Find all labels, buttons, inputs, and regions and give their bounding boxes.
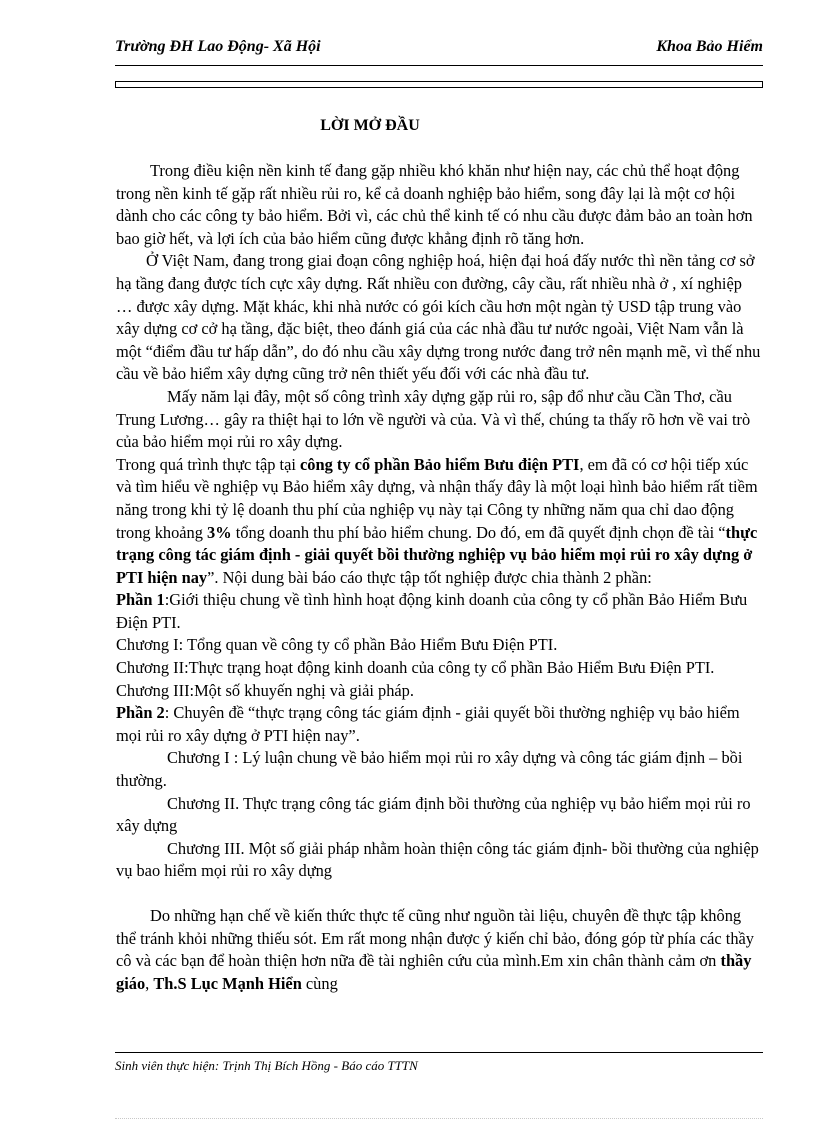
p4-text-3: tổng doanh thu phí bảo hiểm chung. Do đó, em đã quyết định chọn đề tài “ xyxy=(231,522,726,542)
p4-text-2: , em đã có cơ hội tiếp xúc và tìm hiểu về nghiệp vụ Bảo hiểm xây dựng, và nhận thấy đây là một loại hình bảo hiểm rất tiềm năng trong khi tỷ lệ doanh thu phí của nghiệp vụ này tại Công ty những năm qua chỉ dao động trong khoảng xyxy=(116,454,758,542)
part-1-label: Phần 1 xyxy=(116,590,165,610)
paragraph-1: Trong điều kiện nền kinh tế đang gặp nhiều khó khăn như hiện nay, các chủ thể hoạt động trong nền kinh tế gặp rất nhiều rủi ro, kể cả doanh nghiệp bảo hiểm, song đây lại là một cơ hội dành cho các công ty bảo hiểm. Bởi vì, các chủ thể kinh tế có nhu cầu được đảm bảo an toàn hơn bao giờ hết, và lợi ích của bảo hiểm cũng được khẳng định rõ tăng hơn. xyxy=(116,161,753,248)
part-2 xyxy=(116,702,762,747)
footer-rule xyxy=(115,1052,763,1053)
p5-text-3: cùng xyxy=(301,973,338,993)
part-1 xyxy=(116,589,762,634)
part-2-chapter-3: Chương III. Một số giải pháp nhằm hoàn thiện công tác giám định- bồi thường của nghiệp vụ bao hiểm mọi rủi ro xây dựng xyxy=(116,838,759,881)
p5-text-1: Do những hạn chế về kiến thức thực tế cũng như nguồn tài liệu, chuyên đề thực tập không thể tránh khỏi những thiếu sót. Em rất mong nhận được ý kiến chỉ bảo, đóng góp từ phía các thầy cô và các bạn để hoàn thiện hơn nữa đề tài nghiên cứu của mình.Em xin chân thành cảm ơn xyxy=(116,906,754,971)
header-faculty: Khoa Bảo Hiểm xyxy=(656,38,763,55)
page-footer: Sinh viên thực hiện: Trịnh Thị Bích Hồng - Báo cáo TTTN xyxy=(115,1058,418,1073)
p4-text-1: Trong quá trình thực tập tại xyxy=(116,454,301,474)
header-rule xyxy=(115,65,763,66)
page-bottom-border xyxy=(115,1118,763,1119)
part-1-text: :Giới thiệu chung về tình hình hoạt động kinh doanh của công ty cổ phần Bảo Hiểm Bưu Điện PTI. xyxy=(116,590,748,632)
paragraph-5 xyxy=(116,905,762,995)
header-double-rule xyxy=(115,81,763,88)
part-2-chapter-1: Chương I : Lý luận chung về bảo hiểm mọi rủi ro xây dựng và công tác giám định – bồi thường. xyxy=(116,748,743,791)
paragraph-4 xyxy=(116,454,762,590)
part-2-text: : Chuyên đề “thực trạng công tác giám định - giải quyết bồi thường nghiệp vụ bảo hiểm mọi rủi ro xây dựng ở PTI hiện nay”. xyxy=(116,703,740,745)
p5-teacher: thầy giáo xyxy=(116,951,752,993)
part-1-chapter-2: Chương II:Thực trạng hoạt động kinh doanh của công ty cổ phần Bảo Hiểm Bưu Điện PTI. xyxy=(116,658,715,678)
paragraph-2: Ở Việt Nam, đang trong giai đoạn công nghiệp hoá, hiện đại hoá đấy nước thì nền tảng cơ sở hạ tầng đang được tích cực xây dựng. Rất nhiều con đường, cây cầu, rất nhiều nhà ở , xí nghiệp … được xây dựng. Mặt khác, khi nhà nước có gói kích cầu hơn một ngàn tỷ USD tập trung vào xây dựng cơ cở hạ tầng, đặc biệt, theo đánh giá của các nhà đầu tư nước ngoài, Việt Nam vẫn là một “điểm đầu tư hấp dẫn”, do đó nhu cầu xây dựng trong nước đang trở nên mạnh mẽ, vì thế nhu cầu về bảo hiểm xây dựng cũng trở nên thiết yếu đối với các nhà đầu tư. xyxy=(116,251,761,384)
p5-teacher-name: Th.S Lục Mạnh Hiển xyxy=(153,973,302,993)
p4-percentage: 3% xyxy=(207,522,232,542)
part-2-chapter-2: Chương II. Thực trạng công tác giám định bồi thường của nghiệp vụ bảo hiểm mọi rủi ro xây dựng xyxy=(116,793,751,836)
page-title: LỜI MỞ ĐẦU xyxy=(320,117,420,134)
p4-text-4: ”. Nội dung bài báo cáo thực tập tốt nghiệp được chia thành 2 phần: xyxy=(207,567,652,587)
header-school: Trường ĐH Lao Động- Xã Hội xyxy=(115,38,321,55)
document-body xyxy=(116,160,762,995)
p5-text-2: , xyxy=(145,973,154,993)
p4-company-name: công ty cổ phần Bảo hiểm Bưu điện PTI xyxy=(300,454,580,474)
paragraph-3: Mấy năm lại đây, một số công trình xây dựng gặp rủi ro, sập đổ như cầu Cần Thơ, cầu Trung Lương… gây ra thiệt hại to lớn về người và của. Và vì thế, chúng ta thấy rõ hơn về vai trò của bảo hiểm mọi rủi ro xây dựng. xyxy=(116,386,751,452)
spacer xyxy=(116,883,762,905)
part-2-label: Phần 2 xyxy=(116,703,165,723)
p4-topic-title: thực trạng công tác giám định - giải quyết bồi thường nghiệp vụ bảo hiểm mọi rủi ro xây dựng ở PTI hiện nay xyxy=(116,522,758,587)
page-header xyxy=(115,38,763,60)
part-1-chapter-3: Chương III:Một số khuyến nghị và giải pháp. xyxy=(116,680,414,700)
part-1-chapter-1: Chương I: Tổng quan về công ty cổ phần Bảo Hiểm Bưu Điện PTI. xyxy=(116,635,558,655)
